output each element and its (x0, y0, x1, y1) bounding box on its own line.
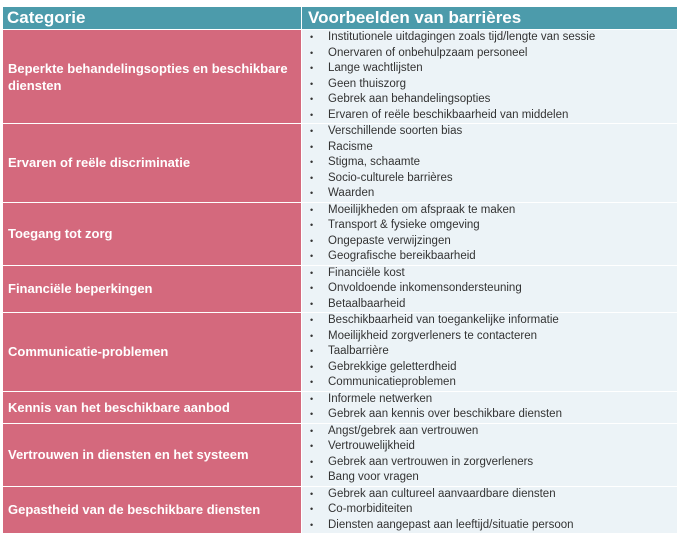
bullet-icon: • (310, 157, 314, 167)
table-body (3, 30, 678, 534)
bullet-icon: • (310, 393, 314, 404)
category-cell: Gepastheid van de beschikbare diensten (3, 486, 302, 534)
bullet-icon: • (310, 94, 314, 104)
list-item (310, 171, 677, 187)
list-item (310, 487, 677, 503)
category-cell: Communicatie-problemen (3, 313, 302, 392)
list-item (310, 297, 677, 313)
list-item-text: Taalbarrière (328, 345, 389, 357)
category-cell: Toegang tot zorg (3, 202, 302, 265)
table-row (3, 313, 678, 392)
bullet-icon: • (310, 172, 314, 183)
bullet-icon: • (310, 409, 314, 419)
list-item-text: Gebrek aan vertrouwen in zorgverleners (328, 455, 534, 468)
examples-list (310, 313, 677, 391)
table-row (3, 124, 678, 203)
list-item (310, 313, 677, 329)
category-cell: Beperkte behandelingsopties en beschikbare diensten (3, 30, 302, 124)
list-item-text: Gebrek aan behandelingsopties (328, 93, 491, 105)
list-item (310, 203, 677, 219)
examples-cell (302, 391, 678, 423)
examples-cell (302, 202, 678, 265)
list-item (310, 329, 677, 345)
list-item (310, 470, 677, 486)
table-row (3, 30, 678, 124)
list-item (310, 407, 677, 423)
list-item-text: Angst/gebrek aan vertrouwen (328, 424, 479, 437)
bullet-icon: • (310, 32, 314, 42)
list-item-text: Informele netwerken (328, 392, 433, 405)
bullet-icon: • (310, 141, 314, 152)
list-item-text: Onvoldoende inkomensondersteuning (328, 282, 522, 294)
bullet-icon: • (310, 519, 314, 530)
list-item (310, 108, 677, 124)
list-item (310, 502, 677, 518)
list-item-text: Moeilijkheden om afspraak te maken (328, 203, 516, 216)
bullet-icon: • (310, 126, 314, 136)
list-item-text: Geen thuiszorg (328, 77, 406, 90)
examples-cell (302, 265, 678, 313)
list-item (310, 46, 677, 62)
category-cell: Kennis van het beschikbare aanbod (3, 391, 302, 423)
list-item (310, 281, 677, 297)
list-item (310, 375, 677, 391)
bullet-icon: • (310, 109, 314, 120)
table-row (3, 202, 678, 265)
list-item (310, 140, 677, 156)
list-item (310, 249, 677, 265)
list-item (310, 92, 677, 108)
bullet-icon: • (310, 472, 314, 482)
bullet-icon: • (310, 377, 314, 387)
header-examples: Voorbeelden van barrières (302, 7, 678, 30)
bullet-icon: • (310, 298, 314, 309)
bullet-icon: • (310, 251, 314, 261)
list-item-text: Lange wachtlijsten (328, 62, 423, 74)
bullet-icon: • (310, 188, 314, 198)
list-item (310, 266, 677, 282)
list-item (310, 61, 677, 77)
category-cell: Financiële beperkingen (3, 265, 302, 313)
bullet-icon: • (310, 346, 314, 356)
examples-cell (302, 486, 678, 534)
bullet-icon: • (310, 204, 314, 215)
examples-cell (302, 124, 678, 203)
list-item-text: Transport & fysieke omgeving (328, 219, 480, 231)
bullet-icon: • (310, 78, 314, 89)
list-item (310, 30, 677, 46)
bullet-icon: • (310, 220, 314, 230)
list-item-text: Waarden (328, 187, 375, 199)
examples-cell (302, 313, 678, 392)
bullet-icon: • (310, 361, 314, 372)
bullet-icon: • (310, 235, 314, 246)
list-item-text: Beschikbaarheid van toegankelijke informatie (328, 314, 559, 326)
bullet-icon: • (310, 441, 314, 451)
list-item (310, 124, 677, 140)
list-item (310, 77, 677, 93)
table-row (3, 265, 678, 313)
bullet-icon: • (310, 504, 314, 514)
bullet-icon: • (310, 315, 314, 325)
examples-list (310, 266, 677, 313)
list-item (310, 392, 677, 408)
list-item-text: Financiële kost (328, 266, 405, 279)
list-item-text: Communicatieproblemen (328, 376, 456, 388)
bullet-icon: • (310, 47, 314, 58)
list-item (310, 234, 677, 250)
list-item (310, 155, 677, 171)
table-row (3, 391, 678, 423)
examples-list (310, 392, 677, 423)
list-item (310, 186, 677, 202)
list-item-text: Vertrouwelijkheid (328, 440, 415, 452)
bullet-icon: • (310, 456, 314, 467)
table-row (3, 423, 678, 486)
table-row (3, 486, 678, 534)
list-item-text: Co-morbiditeiten (328, 503, 413, 515)
examples-list (310, 30, 677, 123)
bullet-icon: • (310, 488, 314, 499)
list-item-text: Socio-culturele barrières (328, 171, 453, 184)
examples-list (310, 203, 677, 265)
category-cell: Ervaren of reële discriminatie (3, 124, 302, 203)
bullet-icon: • (310, 283, 314, 293)
list-item-text: Ongepaste verwijzingen (328, 234, 451, 247)
list-item (310, 439, 677, 455)
list-item (310, 424, 677, 440)
list-item-text: Ervaren of reële beschikbaarheid van middelen (328, 108, 569, 121)
list-item-text: Racisme (328, 140, 373, 153)
list-item-text: Diensten aangepast aan leeftijd/situatie persoon (328, 518, 574, 531)
category-cell: Vertrouwen in diensten en het systeem (3, 423, 302, 486)
examples-list (310, 124, 677, 202)
examples-cell (302, 423, 678, 486)
list-item-text: Gebrek aan cultureel aanvaardbare diensten (328, 487, 556, 500)
table-header-row (3, 7, 678, 30)
list-item (310, 360, 677, 376)
list-item-text: Betaalbaarheid (328, 297, 406, 310)
list-item-text: Institutionele uitdagingen zoals tijd/lengte van sessie (328, 31, 596, 43)
list-item-text: Onervaren of onbehulpzaam personeel (328, 46, 528, 59)
header-category: Categorie (3, 7, 302, 30)
examples-list (310, 424, 677, 486)
bullet-icon: • (310, 425, 314, 436)
bullet-icon: • (310, 330, 314, 341)
list-item-text: Geografische bereikbaarheid (328, 250, 476, 262)
list-item (310, 218, 677, 234)
list-item-text: Stigma, schaamte (328, 156, 421, 168)
list-item-text: Bang voor vragen (328, 471, 419, 483)
barriers-table (2, 6, 678, 534)
list-item (310, 455, 677, 471)
examples-cell (302, 30, 678, 124)
list-item-text: Moeilijkheid zorgverleners te contacteren (328, 329, 538, 342)
list-item-text: Gebrekkige geletterdheid (328, 360, 457, 373)
list-item-text: Verschillende soorten bias (328, 125, 463, 137)
list-item (310, 344, 677, 360)
list-item-text: Gebrek aan kennis over beschikbare diensten (328, 408, 562, 420)
list-item (310, 518, 677, 534)
bullet-icon: • (310, 63, 314, 73)
examples-list (310, 487, 677, 534)
bullet-icon: • (310, 267, 314, 278)
